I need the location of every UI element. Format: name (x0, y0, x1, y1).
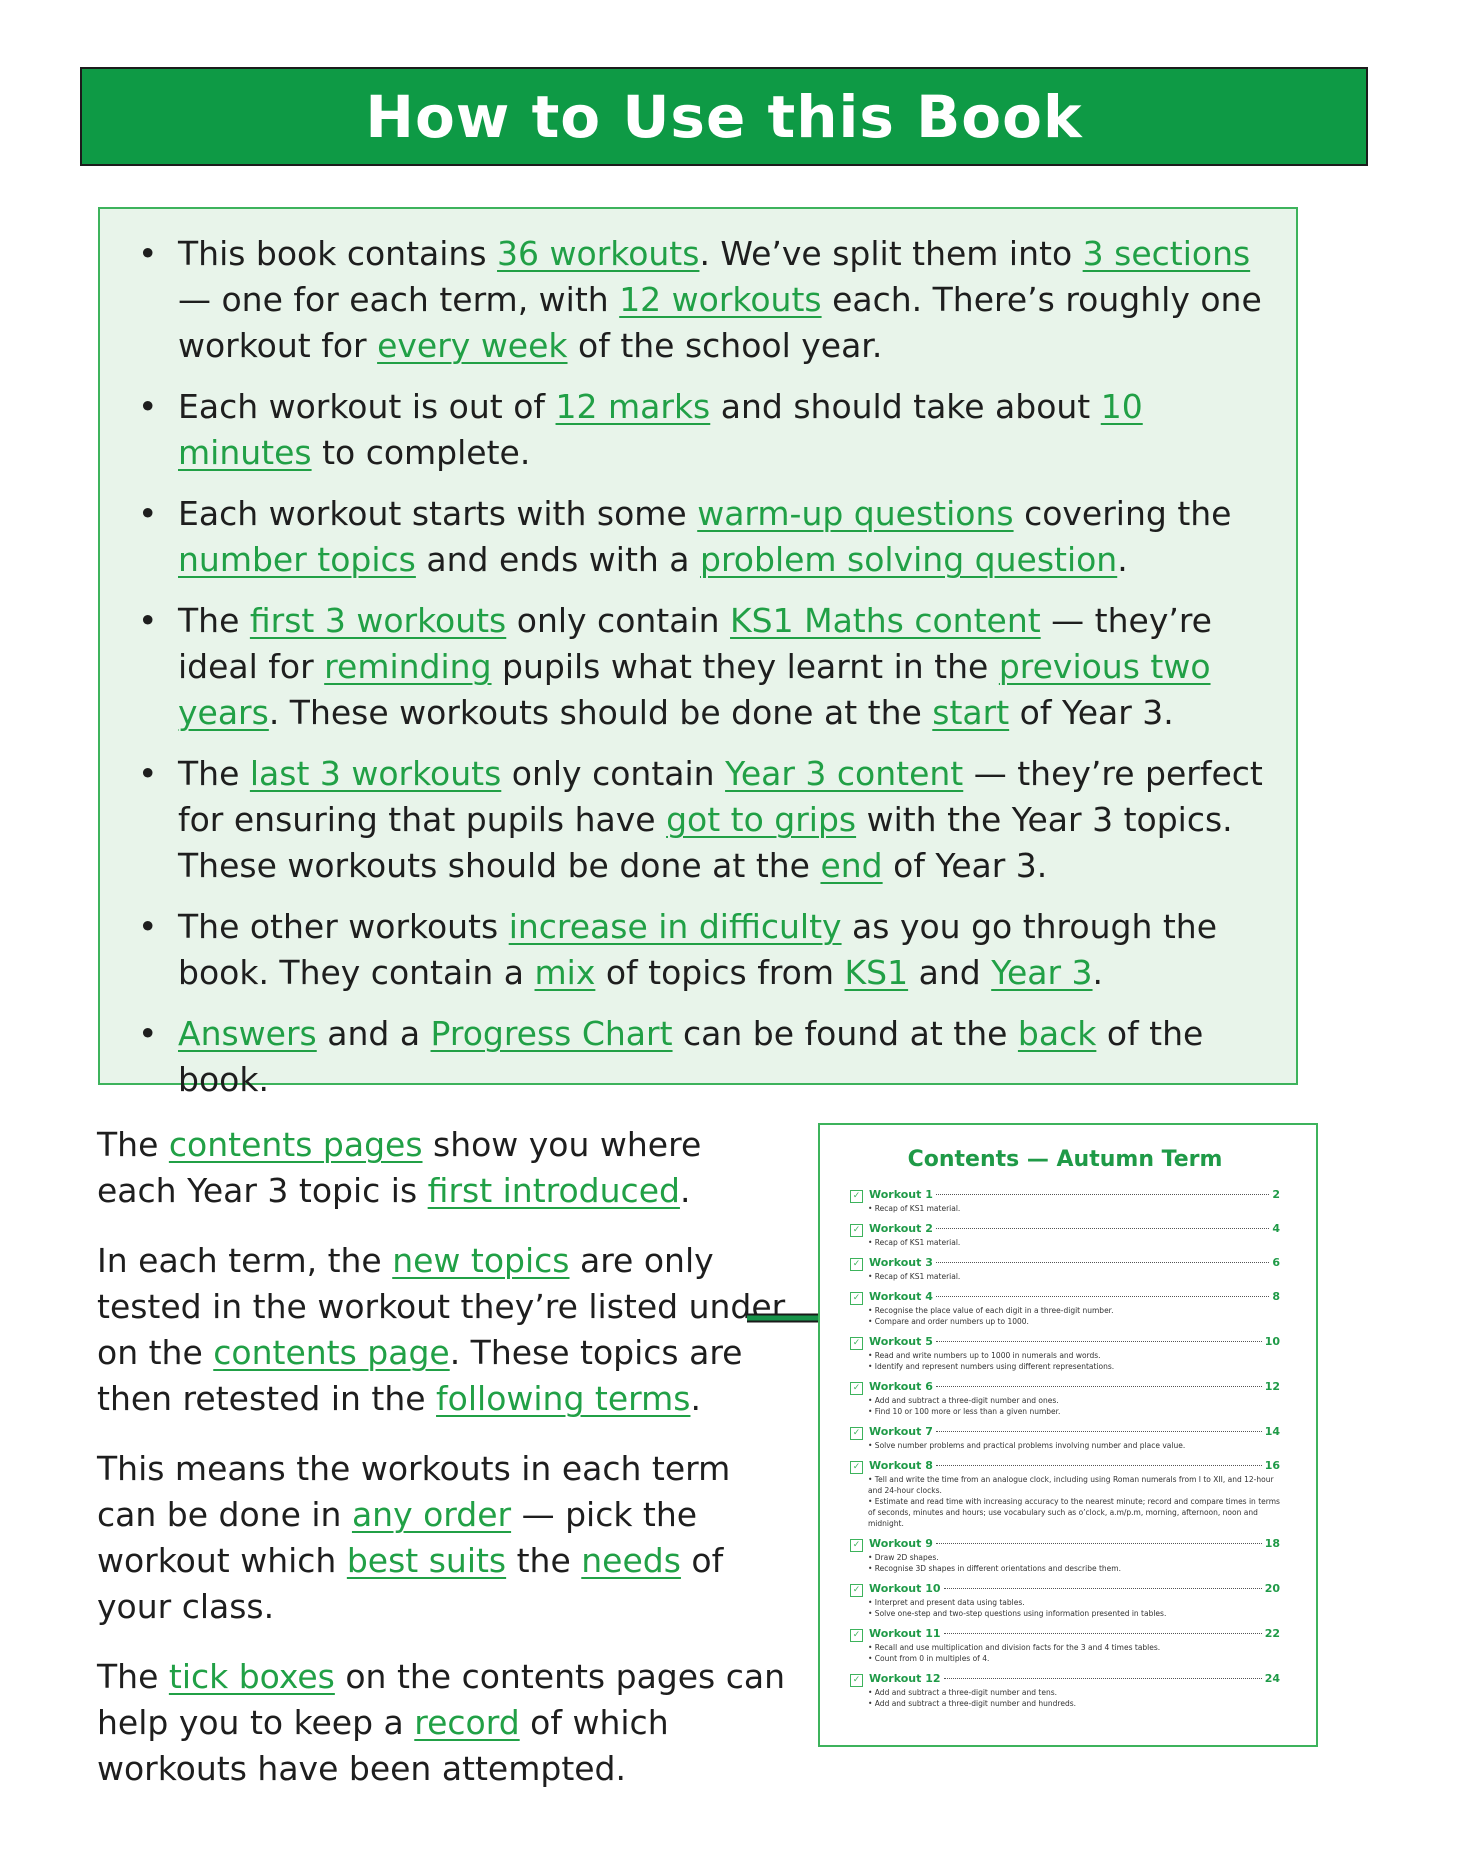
workout-entry (850, 1222, 1280, 1248)
contents-page-preview (818, 1123, 1318, 1747)
tick-box-icon: ✓ (850, 1584, 863, 1597)
highlighted-phrase: new topics (392, 1241, 570, 1280)
workout-topic: • Find 10 or 100 more or less than a given number. (868, 1407, 1061, 1416)
tick-box-icon: ✓ (850, 1461, 863, 1474)
text-run: and ends with a (415, 540, 701, 579)
bullet-item (138, 1011, 1266, 1103)
highlighted-phrase: needs (581, 1541, 681, 1580)
highlighted-phrase: 12 marks (555, 387, 711, 426)
dot-leader (936, 1386, 1262, 1387)
dot-leader (936, 1296, 1269, 1297)
dot-leader (936, 1341, 1262, 1342)
workout-heading (850, 1256, 1280, 1271)
page-number: 6 (1272, 1256, 1280, 1269)
text-run: In each term, the (97, 1241, 393, 1280)
highlighted-phrase: 36 workouts (497, 234, 700, 273)
text-run: of Year 3. (882, 846, 1048, 885)
highlighted-phrase: Year 3 content (725, 754, 964, 793)
text-run: — pick the workout which (97, 1495, 698, 1580)
bullet-item (138, 904, 1266, 996)
workout-entry (850, 1425, 1280, 1451)
dot-leader (944, 1633, 1262, 1634)
text-run: are only tested in the workout they’re listed under on the (97, 1241, 786, 1372)
page-number: 22 (1264, 1627, 1280, 1640)
text-run: . (1092, 953, 1104, 992)
page-title: How to Use this Book (365, 82, 1083, 151)
highlighted-phrase: 10 minutes (178, 387, 1143, 472)
workout-entry (850, 1380, 1280, 1417)
text-run: and should take about (710, 387, 1101, 426)
workout-topic: • Tell and write the time from an analogue clock, including using Roman numerals from I to XII, and 12-hour and 24-hour clocks. (868, 1475, 1274, 1495)
highlighted-phrase: KS1 (844, 953, 909, 992)
tick-box-icon: ✓ (850, 1337, 863, 1350)
workout-name: Workout 10 (869, 1582, 941, 1595)
highlighted-phrase: warm-up questions (697, 494, 1014, 533)
workout-heading (850, 1290, 1280, 1305)
paragraph (97, 1238, 787, 1422)
highlighted-phrase: 12 workouts (619, 280, 822, 319)
tick-box-icon: ✓ (850, 1427, 863, 1440)
workout-heading (850, 1537, 1280, 1552)
page-number: 18 (1264, 1537, 1280, 1550)
bullet-item (138, 491, 1266, 583)
workout-topic: • Estimate and read time with increasing accuracy to the nearest minute; record and compare times in terms of seconds, minutes and hours; use vocabulary such as o’clock, a.m/p.m, morning, afternoon, noon and midnight. (868, 1497, 1280, 1528)
highlighted-phrase: reminding (324, 647, 492, 686)
bullet-item (138, 384, 1266, 476)
workout-name: Workout 12 (869, 1672, 941, 1685)
text-run: the (506, 1541, 582, 1580)
dot-leader (936, 1228, 1269, 1229)
workout-entry (850, 1335, 1280, 1372)
bullet-item (138, 751, 1266, 889)
workout-name: Workout 11 (869, 1627, 941, 1640)
highlighted-phrase: problem solving question (700, 540, 1118, 579)
paragraph (97, 1446, 787, 1630)
workout-list (850, 1188, 1280, 1709)
workout-entry (850, 1290, 1280, 1327)
highlighted-phrase: every week (377, 326, 568, 365)
workout-entry (850, 1627, 1280, 1664)
paragraph (97, 1654, 787, 1792)
bullet-list (100, 209, 1296, 1103)
text-run: The (97, 1125, 169, 1164)
highlighted-phrase: increase in difficulty (508, 907, 842, 946)
workout-name: Workout 8 (869, 1459, 933, 1472)
workout-topic: • Read and write numbers up to 1000 in numerals and words. (868, 1351, 1101, 1360)
workout-topic: • Recognise 3D shapes in different orientations and describe them. (868, 1564, 1121, 1573)
text-run: and a (316, 1014, 431, 1053)
text-run: — they’re ideal for (178, 601, 1212, 686)
text-run: only contain (501, 754, 726, 793)
text-run: covering the (1013, 494, 1232, 533)
workout-topic: • Add and subtract a three-digit number and hundreds. (868, 1699, 1076, 1708)
bullet-item (138, 598, 1266, 736)
workout-heading (850, 1335, 1280, 1350)
page-number: 12 (1264, 1380, 1280, 1393)
text-run: The (178, 754, 250, 793)
page-number: 8 (1272, 1290, 1280, 1303)
workout-topic: • Identify and represent numbers using different representations. (868, 1362, 1115, 1371)
workout-name: Workout 5 (869, 1335, 933, 1348)
text-run: as you go through the book. They contain a (178, 907, 1218, 992)
workout-topic: • Recap of KS1 material. (868, 1272, 961, 1281)
text-run: The (97, 1657, 169, 1696)
workout-heading (850, 1222, 1280, 1237)
text-run: This means the workouts in each term can be done in (97, 1449, 731, 1534)
tick-box-icon: ✓ (850, 1539, 863, 1552)
text-run: of the book. (178, 1014, 1204, 1099)
workout-topic: • Recognise the place value of each digit in a three-digit number. (868, 1306, 1114, 1315)
workout-topic: • Compare and order numbers up to 1000. (868, 1317, 1029, 1326)
tick-box-icon: ✓ (850, 1224, 863, 1237)
workout-heading (850, 1188, 1280, 1203)
workout-name: Workout 7 (869, 1425, 933, 1438)
highlighted-phrase: following terms (436, 1379, 691, 1418)
highlighted-phrase: first introduced (427, 1171, 680, 1210)
highlighted-phrase: end (820, 846, 883, 885)
workout-entry (850, 1459, 1280, 1529)
text-run: of Year 3. (1009, 693, 1174, 732)
text-run: . These workouts should be done at the (268, 693, 933, 732)
dot-leader (944, 1588, 1262, 1589)
text-run: show you where each Year 3 topic is (97, 1125, 702, 1210)
workout-name: Workout 6 (869, 1380, 933, 1393)
workout-name: Workout 9 (869, 1537, 933, 1550)
text-run: The (178, 601, 250, 640)
highlighted-phrase: last 3 workouts (249, 754, 502, 793)
highlighted-phrase: got to grips (666, 800, 857, 839)
highlighted-phrase: KS1 Maths content (730, 601, 1041, 640)
text-run: to complete. (311, 433, 531, 472)
dot-leader (936, 1194, 1269, 1195)
info-box (98, 207, 1298, 1099)
workout-heading (850, 1425, 1280, 1440)
workout-heading (850, 1627, 1280, 1642)
tick-box-icon: ✓ (850, 1629, 863, 1642)
workout-topic: • Solve one-step and two-step questions using information presented in tables. (868, 1609, 1167, 1618)
workout-topic: • Add and subtract a three-digit number and tens. (868, 1688, 1057, 1697)
bullet-item (138, 231, 1266, 369)
highlighted-phrase: number topics (178, 540, 416, 579)
dot-leader (936, 1431, 1262, 1432)
highlighted-phrase: first 3 workouts (249, 601, 507, 640)
dot-leader (936, 1465, 1262, 1466)
highlighted-phrase: Answers (178, 1014, 317, 1053)
workout-entry (850, 1672, 1280, 1709)
contents-title: Contents — Autumn Term (907, 1147, 1223, 1172)
workout-topic: • Recap of KS1 material. (868, 1204, 961, 1213)
text-run: . (1117, 540, 1128, 579)
text-run: only contain (506, 601, 731, 640)
text-run: . (679, 1171, 691, 1210)
highlighted-phrase: contents page (213, 1333, 450, 1372)
workout-name: Workout 3 (869, 1256, 933, 1269)
page-number: 2 (1272, 1188, 1280, 1201)
title-banner (80, 67, 1368, 166)
highlighted-phrase: tick boxes (168, 1657, 335, 1696)
page-number: 24 (1264, 1672, 1280, 1685)
text-run: each. There’s roughly one workout for (178, 280, 1262, 365)
text-run: of which workouts have been attempted. (97, 1703, 669, 1788)
text-run: . These topics are then retested in the (97, 1333, 743, 1418)
workout-entry (850, 1256, 1280, 1282)
text-run: pupils what they learnt in the (491, 647, 999, 686)
highlighted-phrase: Year 3 (991, 953, 1093, 992)
lower-text (97, 1122, 787, 1816)
tick-box-icon: ✓ (850, 1382, 863, 1395)
highlighted-phrase: best suits (346, 1541, 507, 1580)
workout-entry (850, 1582, 1280, 1619)
workout-entry (850, 1537, 1280, 1574)
highlighted-phrase: back (1017, 1014, 1097, 1053)
page-number: 14 (1264, 1425, 1280, 1438)
page-number: 10 (1264, 1335, 1280, 1348)
tick-box-icon: ✓ (850, 1190, 863, 1203)
dot-leader (944, 1678, 1262, 1679)
highlighted-phrase: 3 sections (1082, 234, 1251, 273)
tick-box-icon: ✓ (850, 1258, 863, 1271)
highlighted-phrase: mix (534, 953, 596, 992)
workout-heading (850, 1582, 1280, 1597)
workout-heading (850, 1380, 1280, 1395)
page-number: 4 (1272, 1222, 1280, 1235)
text-run: This book contains (178, 234, 498, 273)
dot-leader (936, 1262, 1269, 1263)
text-run: . (690, 1379, 701, 1418)
paragraph (97, 1122, 787, 1214)
workout-topic: • Solve number problems and practical problems involving number and place value. (868, 1441, 1186, 1450)
highlighted-phrase: start (932, 693, 1010, 732)
text-run: can be found at the (672, 1014, 1018, 1053)
workout-topic: • Recap of KS1 material. (868, 1238, 961, 1247)
tick-box-icon: ✓ (850, 1292, 863, 1305)
workout-topic: • Recall and use multiplication and division facts for the 3 and 4 times tables. (868, 1643, 1161, 1652)
workout-topic: • Interpret and present data using tables. (868, 1598, 1025, 1607)
workout-heading (850, 1459, 1280, 1474)
text-run: . We’ve split them into (699, 234, 1083, 273)
workout-entry (850, 1188, 1280, 1214)
highlighted-phrase: any order (351, 1495, 512, 1534)
workout-name: Workout 2 (869, 1222, 933, 1235)
text-run: with the Year 3 topics. These workouts should be done at the (178, 800, 1233, 885)
workout-name: Workout 1 (869, 1188, 933, 1201)
text-run: on the contents pages can help you to keep a (97, 1657, 785, 1742)
text-run: The other workouts (178, 907, 509, 946)
text-run: of your class. (97, 1541, 724, 1626)
text-run: Each workout is out of (178, 387, 556, 426)
workout-topic: • Add and subtract a three-digit number and ones. (868, 1396, 1059, 1405)
tick-box-icon: ✓ (850, 1674, 863, 1687)
page-number: 16 (1264, 1459, 1280, 1472)
workout-name: Workout 4 (869, 1290, 933, 1303)
text-run: of the school year. (567, 326, 883, 365)
text-run: and (908, 953, 992, 992)
workout-topic: • Count from 0 in multiples of 4. (868, 1654, 990, 1663)
text-run: — they’re perfect for ensuring that pupils have (178, 754, 1263, 839)
highlighted-phrase: record (414, 1703, 520, 1742)
highlighted-phrase: contents pages (168, 1125, 423, 1164)
highlighted-phrase: Progress Chart (430, 1014, 673, 1053)
workout-heading (850, 1672, 1280, 1687)
page-number: 20 (1264, 1582, 1280, 1595)
text-run: Each workout starts with some (178, 494, 698, 533)
highlighted-phrase: previous two years (178, 647, 1211, 732)
workout-topic: • Draw 2D shapes. (868, 1553, 939, 1562)
text-run: — one for each term, with (178, 280, 620, 319)
dot-leader (936, 1543, 1262, 1544)
text-run: of topics from (595, 953, 845, 992)
